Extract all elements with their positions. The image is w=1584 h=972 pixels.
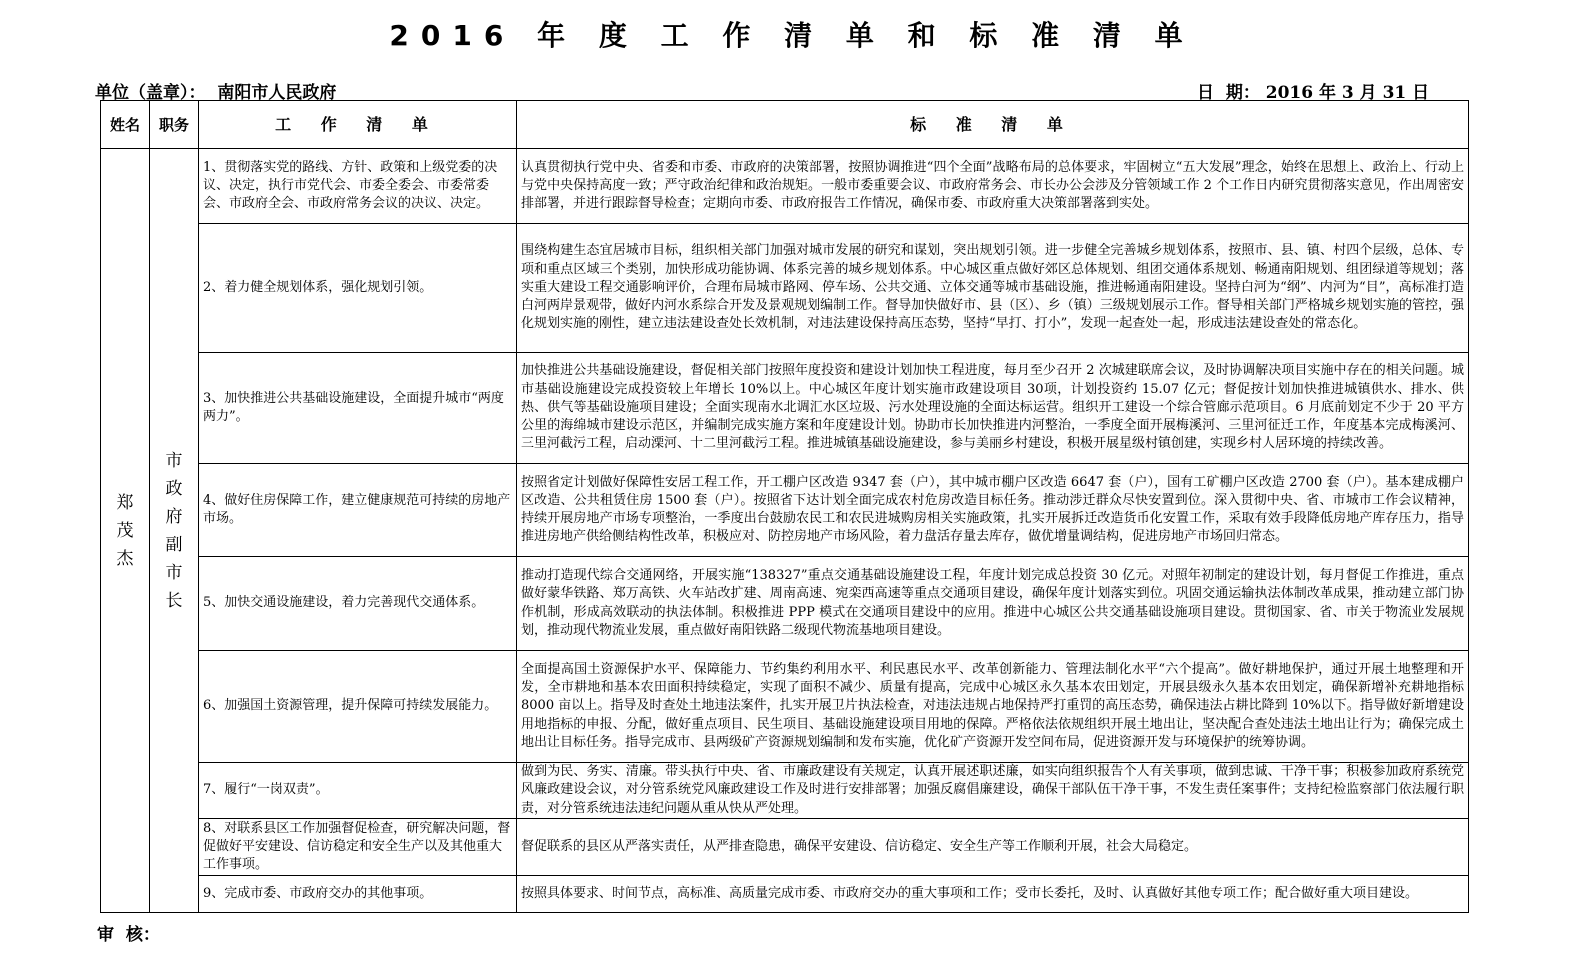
standard-item: 按照具体要求、时间节点，高标准、高质量完成市委、市政府交办的重大事项和工作；受市长委托，及时、认真做好其他专项工作；配合做好重大项目建设。 <box>517 876 1469 913</box>
name-char: 茂 <box>116 520 134 541</box>
position-char: 长 <box>165 590 183 611</box>
standard-item: 全面提高国土资源保护水平、保障能力、节约集约利用水平、利民惠民水平、改革创新能力、管理法制化水平“六个提高”。做好耕地保护，通过开展土地整理和开发，全市耕地和基本农田面积持续稳定，实现了面积不减少、质量有提高，完成中心城区永久基本农田划定，开展县级永久基本农田划定，确保新增补充耕地指标 8000 亩以上。指导及时查处土地违法案件，扎实开展卫片执法检查，对违法违规占地保持严打重罚的高压态势，确保违法占耕比降到 10%以下。指导做好新增建设用地指标的申报、分配，做好重点项目、民生项目、基础设施建设项目用地的保障。严格依法依规组织开展土地出让，坚决配合查处违法土地出让行为；确保完成土地出让目标任务。指导完成市、县两级矿产资源规划编制和发布实施，优化矿产资源开发空间布局，促进资源开发与环境保护的统筹协调。 <box>517 651 1469 763</box>
header-work-list: 工 作 清 单 <box>199 101 517 149</box>
position-char: 副 <box>165 534 183 555</box>
name-char: 杰 <box>116 548 134 569</box>
person-name <box>101 149 150 913</box>
work-item: 2、着力健全规划体系，强化规划引领。 <box>199 224 517 353</box>
table-row <box>101 149 1469 224</box>
standard-item: 加快推进公共基础设施建设，督促相关部门按照年度投资和建设计划加快工程进度，每月至少召开 2 次城建联席会议，及时协调解决项目实施中存在的相关问题。城市基础设施建设完成投资较上年增长 10%以上。中心城区年度计划实施市政建设项目 30项，计划投资约 15.07 亿元；督促按计划加快推进城镇供水、排水、供热、供气等基础设施项目建设；全面实现南水北调汇水区垃圾、污水处理设施的全面达标运营。组织开工建设一个综合管廊示范项目。6 月底前划定不少于 20 平方公里的海绵城市建设示范区，并编制完成实施方案和年度建设计划。协助市长加快推进内河整治，一季度全面开展梅溪河、三里河征迁工作，年度基本完成梅溪河、三里河截污工程，启动溧河、十二里河截污工程。推进城镇基础设施建设，参与美丽乡村建设，积极开展星级村镇创建，实现乡村人居环境的持续改善。 <box>517 353 1469 464</box>
work-item: 8、对联系县区工作加强督促检查，研究解决问题，督促做好平安建设、信访稳定和安全生产以及其他重大工作事项。 <box>199 819 517 876</box>
unit-name: 南阳市人民政府 <box>217 83 337 103</box>
table-row <box>101 224 1469 353</box>
name-char: 郑 <box>116 492 134 513</box>
date-label: 日 期： <box>1197 83 1260 103</box>
work-item: 5、加快交通设施建设，着力完善现代交通体系。 <box>199 557 517 651</box>
table-header-row <box>101 101 1469 149</box>
work-item: 6、加强国土资源管理，提升保障可持续发展能力。 <box>199 651 517 763</box>
work-item: 4、做好住房保障工作，建立健康规范可持续的房地产市场。 <box>199 464 517 557</box>
position-char: 市 <box>165 562 183 583</box>
standard-item: 推动打造现代综合交通网络，开展实施“138327”重点交通基础设施建设工程，年度计划完成总投资 30 亿元。对照年初制定的建设计划，每月督促工作推进，重点做好蒙华铁路、郑万高铁、火车站改扩建、周南高速、宛栾西高速等重点交通项目建设，确保年度计划落实到位。巩固交通运输执法体制改革成果，推动建立部门协作机制，形成高效联动的执法体制。积极推进 PPP 模式在交通项目建设中的应用。推进中心城区公共交通基础设施项目建设。贯彻国家、省、市关于物流业发展规划，推动现代物流业发展，重点做好南阳铁路二级现代物流基地项目建设。 <box>517 557 1469 651</box>
standard-item: 按照省定计划做好保障性安居工程工作，开工棚户区改造 9347 套（户），其中城市棚户区改造 6647 套（户），国有工矿棚户区改造 2700 套（户）。基本建成棚户区改造、公共租赁住房 1500 套（户）。按照省下达计划全面完成农村危房改造目标任务。推动涉迁群众尽快安置到位。深入贯彻中央、省、市城市工作会议精神，持续开展房地产市场专项整治，一季度出台鼓励农民工和农民进城购房相关实施政策，扎实开展拆迁改造货币化安置工作，采取有效手段降低房地产库存压力，指导推进房地产供给侧结构性改革，积极应对、防控房地产市场风险，着力盘活存量去库存，做优增量调结构，促进房地产市场回归常态。 <box>517 464 1469 557</box>
position-char: 市 <box>165 450 183 471</box>
table-row <box>101 876 1469 913</box>
work-item: 3、加快推进公共基础设施建设，全面提升城市“两度两力”。 <box>199 353 517 464</box>
table-row <box>101 557 1469 651</box>
date-value: 2016 年 3 月 31 日 <box>1265 83 1430 103</box>
position-char: 政 <box>165 478 183 499</box>
standard-item: 围绕构建生态宜居城市目标，组织相关部门加强对城市发展的研究和谋划，突出规划引领。进一步健全完善城乡规划体系，按照市、县、镇、村四个层级，总体、专项和重点区域三个类别，加快形成功能协调、体系完善的城乡规划体系。中心城区重点做好郊区总体规划、组团交通体系规划、畅通南阳规划、组团绿道等规划；落实重大建设工程交通影响评价，合理布局城市路网、停车场、公共交通、立体交通等城市基础设施，推进畅通南阳建设。坚持白河为“纲”、内河为“目”，高标准打造白河两岸景观带，做好内河水系综合开发及景观规划编制工作。督导加快做好市、县（区）、乡（镇）三级规划展示工作。督导相关部门严格城乡规划实施的管控，强化规划实施的刚性，建立违法建设查处长效机制，对违法建设保持高压态势，坚持“早打、打小”，发现一起查处一起，形成违法建设查处的常态化。 <box>517 224 1469 353</box>
unit-label: 单位（盖章）： <box>95 83 206 103</box>
table-row <box>101 353 1469 464</box>
work-standard-table <box>100 100 1469 913</box>
header-standard-list: 标 准 清 单 <box>517 101 1469 149</box>
standard-item: 督促联系的县区从严落实责任，从严排查隐患，确保平安建设、信访稳定、安全生产等工作顺利开展，社会大局稳定。 <box>517 819 1469 876</box>
position-char: 府 <box>165 506 183 527</box>
table-row <box>101 464 1469 557</box>
table-row <box>101 651 1469 763</box>
work-item: 1、贯彻落实党的路线、方针、政策和上级党委的决议、决定，执行市党代会、市委全委会、市委常委会、市政府全会、市政府常务会议的决议、决定。 <box>199 149 517 224</box>
work-item: 9、完成市委、市政府交办的其他事项。 <box>199 876 517 913</box>
person-position <box>150 149 199 913</box>
table-row <box>101 763 1469 819</box>
work-item: 7、履行“一岗双责”。 <box>199 763 517 819</box>
table-row <box>101 819 1469 876</box>
header-position: 职务 <box>150 101 199 149</box>
review-label: 审 核： <box>97 925 160 945</box>
standard-item: 做到为民、务实、清廉。带头执行中央、省、市廉政建设有关规定，认真开展述职述廉，如实向组织报告个人有关事项，做到忠诚、干净干事；积极参加政府系统党风廉政建设会议，对分管系统党风廉政建设工作及时进行安排部署；加强反腐倡廉建设，确保干部队伍干净干事，不发生责任案事件；支持纪检监察部门依法履行职责，对分管系统违法违纪问题从重从快从严处理。 <box>517 763 1469 819</box>
standard-item: 认真贯彻执行党中央、省委和市委、市政府的决策部署，按照协调推进“四个全面”战略布局的总体要求，牢固树立“五大发展”理念，始终在思想上、政治上、行动上与党中央保持高度一致；严守政治纪律和政治规矩。一般市委重要会议、市政府常务会、市长办公会涉及分管领域工作 2 个工作日内研究贯彻落实意见，作出周密安排部署，并进行跟踪督导检查；定期向市委、市政府报告工作情况，确保市委、市政府重大决策部署落到实处。 <box>517 149 1469 224</box>
header-name: 姓名 <box>101 101 150 149</box>
document-title: 2016 年 度 工 作 清 单 和 标 准 清 单 <box>389 19 1195 52</box>
